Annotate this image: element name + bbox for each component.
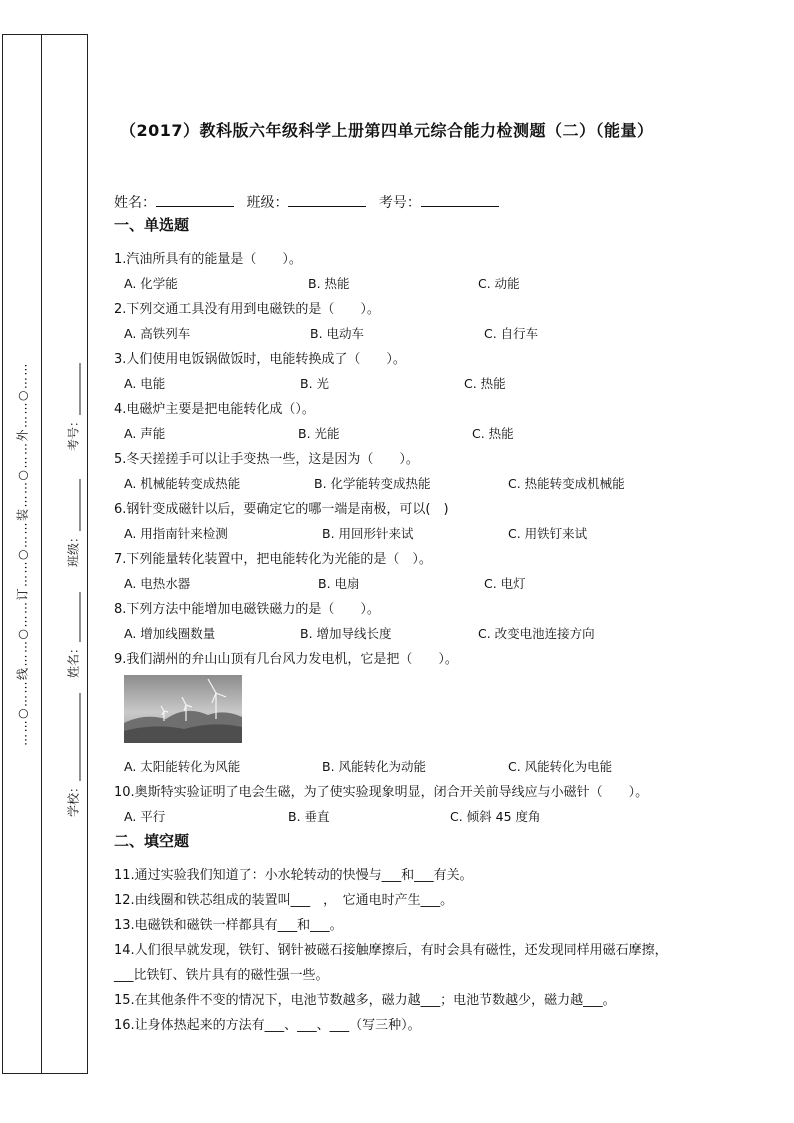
page-title: （2017）教科版六年级科学上册第四单元综合能力检测题（二）（能量） — [120, 121, 654, 140]
question-6: 6.钢针变成磁针以后，要确定它的哪一端是南极，可以( ) — [114, 502, 449, 517]
school-label: 学校： — [66, 780, 81, 818]
student-info-column — [57, 35, 89, 1073]
question-12: 12.由线圈和铁芯组成的装置叫___ ， 它通电时产生___。 — [114, 893, 454, 908]
q2-option-c[interactable]: C. 自行车 — [484, 326, 539, 341]
student-name-label: 姓名： — [114, 195, 156, 211]
student-number-blank[interactable] — [421, 192, 499, 207]
q7-option-a[interactable]: A. 电热水器 — [124, 576, 191, 591]
student-number-label: 考号： — [378, 195, 421, 211]
binding-margin — [2, 34, 88, 1074]
q3-option-c[interactable]: C. 热能 — [464, 376, 506, 391]
q2-option-a[interactable]: A. 高铁列车 — [124, 326, 191, 341]
student-name-blank[interactable] — [156, 192, 234, 207]
q3-option-b[interactable]: B. 光 — [300, 376, 330, 391]
q8-option-c[interactable]: C. 改变电池连接方向 — [478, 626, 595, 641]
class-field[interactable] — [65, 479, 82, 567]
question-13: 13.电磁铁和磁铁一样都具有___和___。 — [114, 918, 343, 933]
question-14: 14.人们很早就发现，铁钉、钢针被磁石接触摩擦后，有时会具有磁性，还发现同样用磁石摩擦， — [114, 943, 668, 958]
q5-option-b[interactable]: B. 化学能转变成热能 — [314, 476, 431, 491]
name-field[interactable] — [65, 592, 82, 678]
q1-option-b[interactable]: B. 热能 — [308, 276, 350, 291]
class-label: 班级： — [66, 530, 81, 568]
q6-option-a[interactable]: A. 用指南针来检测 — [124, 526, 228, 541]
school-field[interactable] — [65, 693, 82, 817]
section-heading-fill-blank: 二、填空题 — [114, 832, 190, 850]
q7-option-b[interactable]: B. 电扇 — [318, 576, 360, 591]
question-9: 9.我们湖州的弁山山顶有几台风力发电机，它是把（ ）。 — [114, 652, 458, 667]
q1-option-c[interactable]: C. 动能 — [478, 276, 520, 291]
q3-option-a[interactable]: A. 电能 — [124, 376, 166, 391]
q10-option-a[interactable]: A. 平行 — [124, 809, 166, 824]
student-info-line — [114, 192, 507, 212]
q4-option-b[interactable]: B. 光能 — [298, 426, 340, 441]
q9-option-b[interactable]: B. 风能转化为动能 — [322, 759, 427, 774]
question-16: 16.让身体热起来的方法有___、___、___（写三种）。 — [114, 1018, 421, 1033]
exam-number-field[interactable] — [65, 363, 82, 451]
q2-option-b[interactable]: B. 电动车 — [310, 326, 365, 341]
q4-option-c[interactable]: C. 热能 — [472, 426, 514, 441]
q9-option-a[interactable]: A. 太阳能转化为风能 — [124, 759, 241, 774]
q1-option-a[interactable]: A. 化学能 — [124, 276, 178, 291]
question-4: 4.电磁炉主要是把电能转化成（）。 — [114, 402, 315, 417]
question-2: 2.下列交通工具没有用到电磁铁的是（ ）。 — [114, 302, 380, 317]
question-11: 11.通过实验我们知道了：小水轮转动的快慢与___和___有关。 — [114, 868, 473, 883]
question-7: 7.下列能量转化装置中，把电能转化为光能的是（ ）。 — [114, 552, 432, 567]
q8-option-a[interactable]: A. 增加线圈数量 — [124, 626, 216, 641]
student-class-blank[interactable] — [288, 192, 366, 207]
q10-option-c[interactable]: C. 倾斜 45 度角 — [450, 809, 541, 824]
wind-turbine-photo — [124, 675, 242, 743]
q6-option-b[interactable]: B. 用回形针来试 — [322, 526, 414, 541]
q9-option-c[interactable]: C. 风能转化为电能 — [508, 759, 613, 774]
binding-divider — [41, 35, 42, 1073]
q6-option-c[interactable]: C. 用铁钉来试 — [508, 526, 588, 541]
question-1: 1.汽油所具有的能量是（ ）。 — [114, 252, 302, 267]
wind-turbine-image — [124, 675, 242, 743]
section-heading-single-choice: 一、单选题 — [114, 216, 190, 234]
q7-option-c[interactable]: C. 电灯 — [484, 576, 526, 591]
student-class-label: 班级： — [246, 195, 289, 211]
q5-option-a[interactable]: A. 机械能转变成热能 — [124, 476, 241, 491]
question-5: 5.冬天搓搓手可以让手变热一些，这是因为（ ）。 — [114, 452, 419, 467]
name-label: 姓名： — [66, 641, 81, 679]
question-14-continued: ___比铁钉、铁片具有的磁性强一些。 — [114, 968, 329, 983]
question-3: 3.人们使用电饭锅做饭时，电能转换成了（ ）。 — [114, 352, 406, 367]
question-8: 8.下列方法中能增加电磁铁磁力的是（ ）。 — [114, 602, 380, 617]
exam-number-label: 考号： — [66, 414, 81, 452]
seal-line-text: ……○……线……○……订……○……装……○……外……○…… — [15, 362, 30, 746]
q8-option-b[interactable]: B. 增加导线长度 — [300, 626, 392, 641]
q10-option-b[interactable]: B. 垂直 — [288, 809, 330, 824]
question-10: 10.奥斯特实验证明了电会生磁，为了使实验现象明显，闭合开关前导线应与小磁针（ ）。 — [114, 785, 649, 800]
q4-option-a[interactable]: A. 声能 — [124, 426, 166, 441]
seal-line — [3, 35, 41, 1073]
question-15: 15.在其他条件不变的情况下，电池节数越多，磁力越___；电池节数越少，磁力越___。 — [114, 993, 616, 1008]
q5-option-c[interactable]: C. 热能转变成机械能 — [508, 476, 625, 491]
